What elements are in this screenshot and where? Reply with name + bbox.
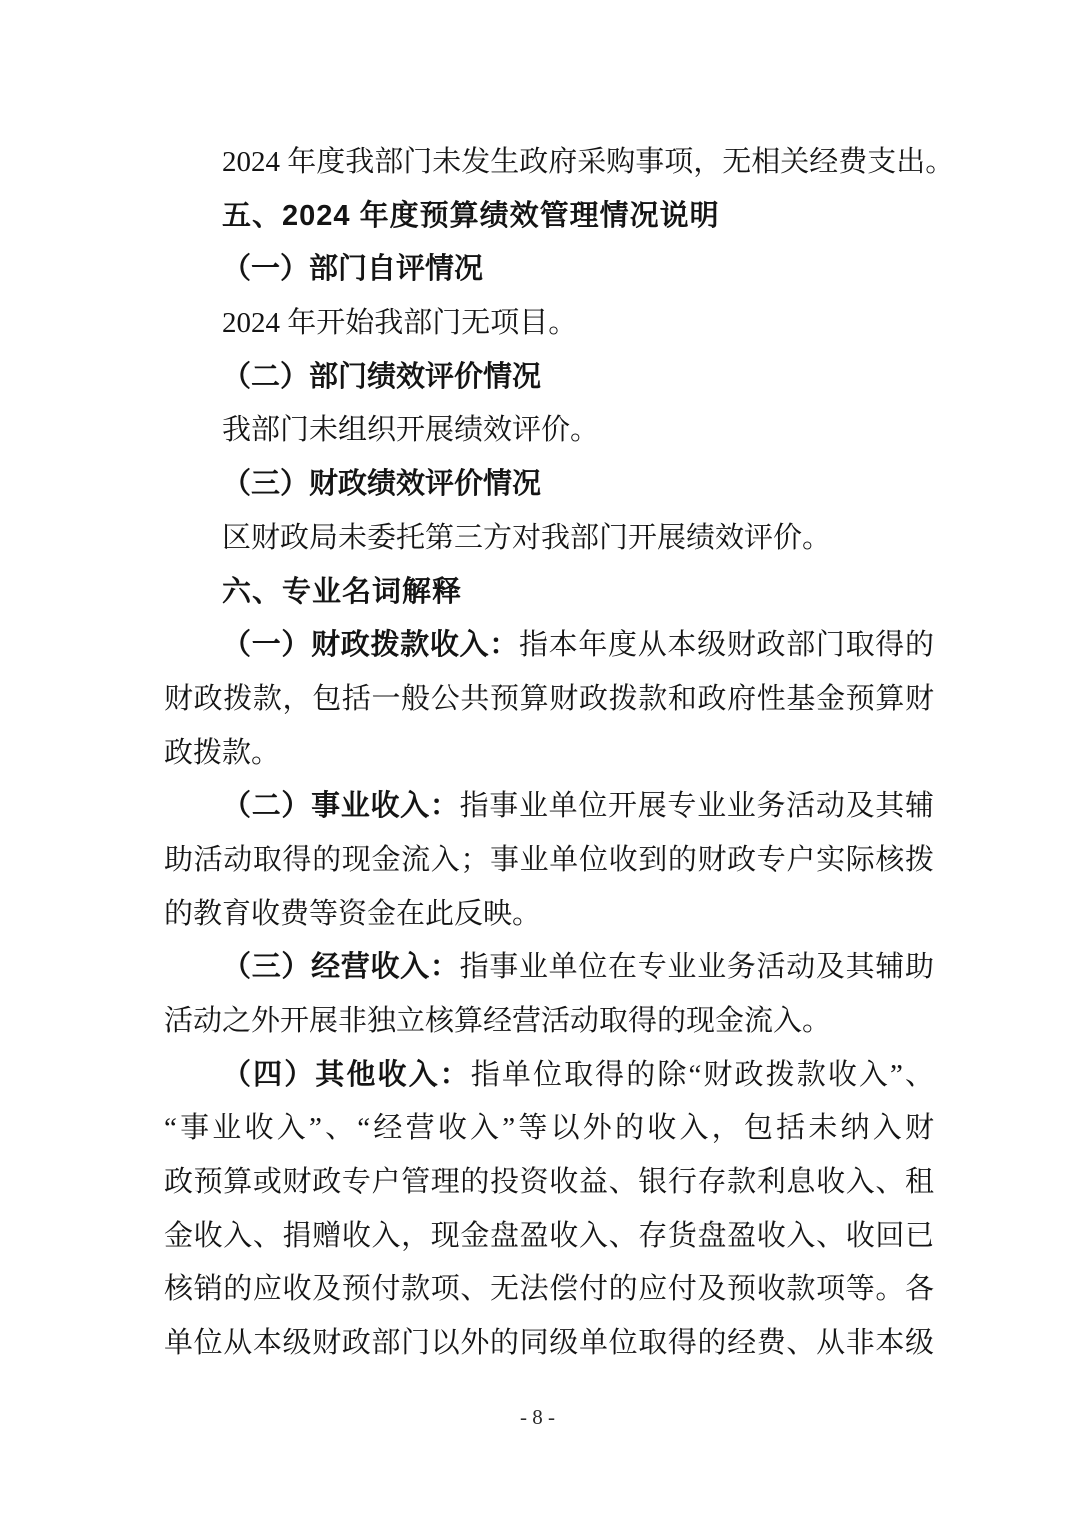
text-line xyxy=(164,190,934,244)
line-text: 金收入、捐赠收入，现金盘盈收入、存货盘盈收入、收回已 xyxy=(164,1219,934,1252)
line-text: 政预算或财政专户管理的投资收益、银行存款利息收入、租 xyxy=(164,1166,934,1199)
line-text: 2024 年开始我部门无项目。 xyxy=(222,307,578,340)
text-line xyxy=(164,1102,934,1156)
text-line xyxy=(164,834,934,888)
text-line xyxy=(164,1049,934,1103)
line-text: 活动之外开展非独立核算经营活动取得的现金流入。 xyxy=(164,1005,832,1037)
line-text: （三）财政绩效评价情况 xyxy=(222,468,542,501)
text-line xyxy=(164,673,934,727)
line-text: 指本年度从本级财政部门取得的 xyxy=(518,629,934,662)
line-text: 政拨款。 xyxy=(164,736,281,769)
text-line xyxy=(164,1156,934,1210)
text-line xyxy=(164,1210,934,1264)
text-line xyxy=(164,136,955,190)
line-text: 单位从本级财政部门以外的同级单位取得的经费、从非本级 xyxy=(164,1327,934,1360)
page-number: - 8 - xyxy=(520,1405,555,1429)
text-line xyxy=(164,619,934,673)
line-text: 我部门未组织开展绩效评价。 xyxy=(222,414,600,447)
text-line xyxy=(164,1263,934,1317)
text-line xyxy=(164,512,934,566)
document-text-block xyxy=(164,136,955,1371)
line-text: （一）部门自评情况 xyxy=(222,253,484,286)
text-line xyxy=(164,888,934,942)
text-line xyxy=(164,458,934,512)
line-text: （二）部门绩效评价情况 xyxy=(222,360,542,393)
line-lead-bold: （三）经营收入： xyxy=(222,951,460,984)
text-line xyxy=(164,780,934,834)
line-text: 的教育收费等资金在此反映。 xyxy=(164,897,542,930)
text-line xyxy=(164,727,934,781)
line-lead-bold: （四）其他收入： xyxy=(222,1058,471,1091)
text-line xyxy=(164,566,934,620)
line-text: 区财政局未委托第三方对我部门开展绩效评价。 xyxy=(222,521,832,554)
text-line xyxy=(164,243,934,297)
text-line xyxy=(164,297,934,351)
line-text: 指事业单位开展专业业务活动及其辅 xyxy=(459,790,934,823)
line-text: “事业收入”、“经营收入”等以外的收入，包括未纳入财 xyxy=(164,1112,934,1145)
line-lead-bold: （二）事业收入： xyxy=(222,790,460,823)
text-line xyxy=(164,941,934,995)
text-line xyxy=(164,995,934,1049)
line-text: 指单位取得的除“财政拨款收入”、 xyxy=(470,1058,934,1091)
line-text: 六、专业名词解释 xyxy=(222,575,463,608)
text-line xyxy=(164,351,934,405)
line-lead-bold: （一）财政拨款收入： xyxy=(222,629,519,662)
line-text: 指事业单位在专业业务活动及其辅助 xyxy=(459,951,934,984)
line-text: 财政拨款，包括一般公共预算财政拨款和政府性基金预算财 xyxy=(164,682,934,715)
line-text: 助活动取得的现金流入；事业单位收到的财政专户实际核拨 xyxy=(164,843,934,876)
line-text: 核销的应收及预付款项、无法偿付的应付及预收款项等。各 xyxy=(164,1273,934,1306)
text-line xyxy=(164,1317,934,1371)
text-line xyxy=(164,404,934,458)
line-text: 2024 年度我部门未发生政府采购事项，无相关经费支出。 xyxy=(222,146,955,178)
line-text: 五、2024 年度预算绩效管理情况说明 xyxy=(222,199,720,232)
